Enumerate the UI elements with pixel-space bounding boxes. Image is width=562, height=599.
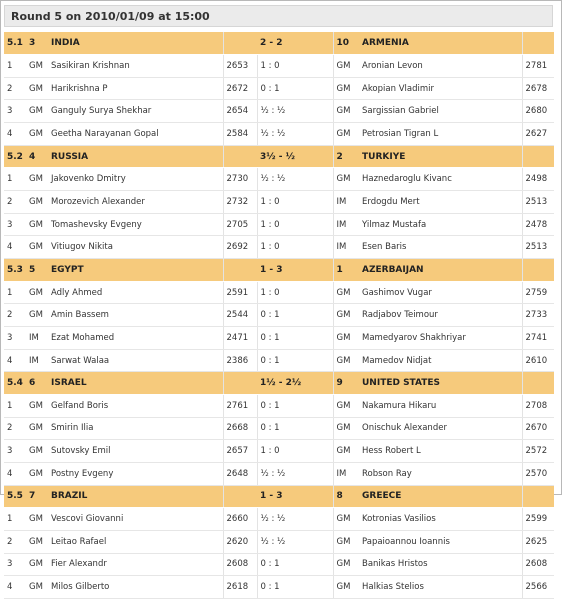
header-spacer bbox=[223, 485, 257, 508]
away-player-name: Papaioannou Ioannis bbox=[359, 530, 522, 553]
away-player-name: Mamedyarov Shakhriyar bbox=[359, 327, 522, 350]
away-player-name: Banikas Hristos bbox=[359, 553, 522, 576]
away-player-rating: 2625 bbox=[522, 530, 554, 553]
game-result: 0 : 1 bbox=[257, 349, 333, 372]
home-player-title: GM bbox=[26, 417, 48, 440]
home-player-rating: 2620 bbox=[223, 530, 257, 553]
home-player-rating: 2657 bbox=[223, 440, 257, 463]
board-row bbox=[4, 576, 554, 599]
home-player-rating: 2668 bbox=[223, 417, 257, 440]
game-result: ½ : ½ bbox=[257, 530, 333, 553]
away-team-name: AZERBAIJAN bbox=[359, 259, 522, 282]
game-result: 1 : 0 bbox=[257, 236, 333, 259]
away-player-title: GM bbox=[333, 417, 359, 440]
home-player-title: GM bbox=[26, 168, 48, 191]
home-player-name: Milos Gilberto bbox=[48, 576, 223, 599]
away-team-number: 8 bbox=[333, 485, 359, 508]
away-team-number: 1 bbox=[333, 259, 359, 282]
board-row bbox=[4, 553, 554, 576]
home-player-name: Smirin Ilia bbox=[48, 417, 223, 440]
away-team-name: ARMENIA bbox=[359, 32, 522, 55]
game-result: 1 : 0 bbox=[257, 55, 333, 78]
board-row bbox=[4, 440, 554, 463]
away-player-name: Aronian Levon bbox=[359, 55, 522, 78]
round-title: Round 5 on 2010/01/09 at 15:00 bbox=[11, 10, 210, 23]
away-player-title: GM bbox=[333, 281, 359, 304]
board-number: 4 bbox=[4, 236, 26, 259]
home-player-title: GM bbox=[26, 213, 48, 236]
header-spacer bbox=[522, 372, 554, 395]
game-result: ½ : ½ bbox=[257, 462, 333, 485]
home-player-name: Adly Ahmed bbox=[48, 281, 223, 304]
home-player-rating: 2648 bbox=[223, 462, 257, 485]
header-spacer bbox=[223, 372, 257, 395]
away-player-name: Akopian Vladimir bbox=[359, 77, 522, 100]
home-team-name: RUSSIA bbox=[48, 145, 223, 168]
home-player-name: Leitao Rafael bbox=[48, 530, 223, 553]
board-number: 1 bbox=[4, 281, 26, 304]
game-result: ½ : ½ bbox=[257, 508, 333, 531]
away-player-name: Robson Ray bbox=[359, 462, 522, 485]
home-player-rating: 2761 bbox=[223, 395, 257, 418]
board-row bbox=[4, 327, 554, 350]
home-player-name: Sasikiran Krishnan bbox=[48, 55, 223, 78]
away-player-name: Haznedaroglu Kivanc bbox=[359, 168, 522, 191]
board-row bbox=[4, 168, 554, 191]
match-header-row bbox=[4, 259, 554, 282]
game-result: 0 : 1 bbox=[257, 327, 333, 350]
board-row bbox=[4, 304, 554, 327]
home-player-title: GM bbox=[26, 123, 48, 146]
home-player-title: IM bbox=[26, 349, 48, 372]
board-row bbox=[4, 55, 554, 78]
away-player-rating: 2759 bbox=[522, 281, 554, 304]
away-team-number: 2 bbox=[333, 145, 359, 168]
game-result: 0 : 1 bbox=[257, 553, 333, 576]
header-spacer bbox=[522, 485, 554, 508]
away-player-rating: 2670 bbox=[522, 417, 554, 440]
away-player-rating: 2498 bbox=[522, 168, 554, 191]
match-score: 1 - 3 bbox=[257, 259, 333, 282]
match-score: 3½ - ½ bbox=[257, 145, 333, 168]
home-player-title: GM bbox=[26, 530, 48, 553]
match-header-row bbox=[4, 32, 554, 55]
away-player-rating: 2741 bbox=[522, 327, 554, 350]
away-player-name: Mamedov Nidjat bbox=[359, 349, 522, 372]
away-player-name: Nakamura Hikaru bbox=[359, 395, 522, 418]
away-player-name: Esen Baris bbox=[359, 236, 522, 259]
home-player-name: Amin Bassem bbox=[48, 304, 223, 327]
board-row bbox=[4, 349, 554, 372]
header-spacer bbox=[522, 145, 554, 168]
away-player-rating: 2680 bbox=[522, 100, 554, 123]
home-player-title: GM bbox=[26, 576, 48, 599]
board-number: 3 bbox=[4, 213, 26, 236]
away-player-rating: 2781 bbox=[522, 55, 554, 78]
header-spacer bbox=[223, 32, 257, 55]
away-player-title: GM bbox=[333, 508, 359, 531]
away-player-name: Yilmaz Mustafa bbox=[359, 213, 522, 236]
home-player-rating: 2654 bbox=[223, 100, 257, 123]
away-player-rating: 2708 bbox=[522, 395, 554, 418]
away-player-title: GM bbox=[333, 395, 359, 418]
game-result: 0 : 1 bbox=[257, 576, 333, 599]
match-number: 5.4 bbox=[4, 372, 26, 395]
home-player-name: Harikrishna P bbox=[48, 77, 223, 100]
away-player-name: Erdogdu Mert bbox=[359, 191, 522, 214]
board-number: 2 bbox=[4, 530, 26, 553]
away-player-title: GM bbox=[333, 77, 359, 100]
board-number: 2 bbox=[4, 77, 26, 100]
home-player-rating: 2591 bbox=[223, 281, 257, 304]
board-number: 4 bbox=[4, 462, 26, 485]
game-result: 0 : 1 bbox=[257, 395, 333, 418]
home-player-rating: 2705 bbox=[223, 213, 257, 236]
away-player-name: Kotronias Vasilios bbox=[359, 508, 522, 531]
home-player-name: Tomashevsky Evgeny bbox=[48, 213, 223, 236]
board-number: 3 bbox=[4, 100, 26, 123]
board-number: 2 bbox=[4, 417, 26, 440]
game-result: ½ : ½ bbox=[257, 100, 333, 123]
away-player-name: Onischuk Alexander bbox=[359, 417, 522, 440]
home-player-rating: 2471 bbox=[223, 327, 257, 350]
home-team-number: 5 bbox=[26, 259, 48, 282]
away-player-title: IM bbox=[333, 462, 359, 485]
board-row bbox=[4, 417, 554, 440]
home-player-name: Ezat Mohamed bbox=[48, 327, 223, 350]
home-player-name: Sarwat Walaa bbox=[48, 349, 223, 372]
home-team-number: 7 bbox=[26, 485, 48, 508]
game-result: 0 : 1 bbox=[257, 304, 333, 327]
home-player-name: Sutovsky Emil bbox=[48, 440, 223, 463]
header-spacer bbox=[522, 259, 554, 282]
away-player-name: Gashimov Vugar bbox=[359, 281, 522, 304]
away-player-name: Sargissian Gabriel bbox=[359, 100, 522, 123]
away-player-rating: 2610 bbox=[522, 349, 554, 372]
away-player-title: GM bbox=[333, 530, 359, 553]
home-player-title: IM bbox=[26, 327, 48, 350]
home-player-rating: 2386 bbox=[223, 349, 257, 372]
home-player-name: Fier Alexandr bbox=[48, 553, 223, 576]
pairings-table bbox=[4, 32, 554, 599]
home-player-rating: 2732 bbox=[223, 191, 257, 214]
away-player-name: Hess Robert L bbox=[359, 440, 522, 463]
away-player-title: GM bbox=[333, 168, 359, 191]
home-player-rating: 2584 bbox=[223, 123, 257, 146]
away-player-rating: 2733 bbox=[522, 304, 554, 327]
match-header-row bbox=[4, 145, 554, 168]
away-player-rating: 2678 bbox=[522, 77, 554, 100]
board-row bbox=[4, 395, 554, 418]
away-player-rating: 2608 bbox=[522, 553, 554, 576]
home-player-name: Jakovenko Dmitry bbox=[48, 168, 223, 191]
home-player-name: Vescovi Giovanni bbox=[48, 508, 223, 531]
home-player-rating: 2730 bbox=[223, 168, 257, 191]
board-row bbox=[4, 462, 554, 485]
board-number: 1 bbox=[4, 395, 26, 418]
board-row bbox=[4, 77, 554, 100]
board-row bbox=[4, 100, 554, 123]
home-player-title: GM bbox=[26, 462, 48, 485]
home-player-rating: 2618 bbox=[223, 576, 257, 599]
home-player-name: Ganguly Surya Shekhar bbox=[48, 100, 223, 123]
away-team-number: 10 bbox=[333, 32, 359, 55]
board-row bbox=[4, 191, 554, 214]
board-number: 2 bbox=[4, 191, 26, 214]
away-player-rating: 2570 bbox=[522, 462, 554, 485]
board-number: 3 bbox=[4, 440, 26, 463]
away-player-name: Petrosian Tigran L bbox=[359, 123, 522, 146]
home-team-number: 3 bbox=[26, 32, 48, 55]
board-row bbox=[4, 508, 554, 531]
match-number: 5.5 bbox=[4, 485, 26, 508]
away-player-title: GM bbox=[333, 100, 359, 123]
home-player-title: GM bbox=[26, 236, 48, 259]
game-result: 0 : 1 bbox=[257, 417, 333, 440]
match-score: 2 - 2 bbox=[257, 32, 333, 55]
header-spacer bbox=[223, 259, 257, 282]
away-player-title: GM bbox=[333, 576, 359, 599]
home-player-title: GM bbox=[26, 55, 48, 78]
board-number: 4 bbox=[4, 576, 26, 599]
header-spacer bbox=[223, 145, 257, 168]
home-player-title: GM bbox=[26, 395, 48, 418]
away-player-title: IM bbox=[333, 213, 359, 236]
game-result: 1 : 0 bbox=[257, 440, 333, 463]
home-player-name: Postny Evgeny bbox=[48, 462, 223, 485]
match-header-row bbox=[4, 485, 554, 508]
home-player-title: GM bbox=[26, 100, 48, 123]
game-result: 1 : 0 bbox=[257, 191, 333, 214]
away-player-title: GM bbox=[333, 553, 359, 576]
away-player-title: GM bbox=[333, 327, 359, 350]
away-team-name: GREECE bbox=[359, 485, 522, 508]
home-team-name: ISRAEL bbox=[48, 372, 223, 395]
home-player-name: Geetha Narayanan Gopal bbox=[48, 123, 223, 146]
home-team-name: INDIA bbox=[48, 32, 223, 55]
match-number: 5.1 bbox=[4, 32, 26, 55]
away-player-title: GM bbox=[333, 349, 359, 372]
match-score: 1½ - 2½ bbox=[257, 372, 333, 395]
board-row bbox=[4, 236, 554, 259]
board-number: 1 bbox=[4, 168, 26, 191]
away-player-rating: 2599 bbox=[522, 508, 554, 531]
home-player-title: GM bbox=[26, 191, 48, 214]
board-number: 4 bbox=[4, 349, 26, 372]
away-player-rating: 2478 bbox=[522, 213, 554, 236]
home-team-name: BRAZIL bbox=[48, 485, 223, 508]
home-team-number: 4 bbox=[26, 145, 48, 168]
home-player-rating: 2660 bbox=[223, 508, 257, 531]
away-player-rating: 2572 bbox=[522, 440, 554, 463]
board-number: 3 bbox=[4, 553, 26, 576]
home-player-rating: 2608 bbox=[223, 553, 257, 576]
away-player-title: GM bbox=[333, 440, 359, 463]
board-number: 2 bbox=[4, 304, 26, 327]
game-result: 1 : 0 bbox=[257, 281, 333, 304]
away-player-title: GM bbox=[333, 304, 359, 327]
board-number: 1 bbox=[4, 55, 26, 78]
away-player-name: Halkias Stelios bbox=[359, 576, 522, 599]
away-player-title: GM bbox=[333, 123, 359, 146]
away-player-title: IM bbox=[333, 191, 359, 214]
board-number: 4 bbox=[4, 123, 26, 146]
home-player-title: GM bbox=[26, 77, 48, 100]
home-team-name: EGYPT bbox=[48, 259, 223, 282]
match-number: 5.2 bbox=[4, 145, 26, 168]
home-player-title: GM bbox=[26, 508, 48, 531]
away-player-title: IM bbox=[333, 236, 359, 259]
game-result: ½ : ½ bbox=[257, 168, 333, 191]
board-number: 1 bbox=[4, 508, 26, 531]
away-player-title: GM bbox=[333, 55, 359, 78]
match-header-row bbox=[4, 372, 554, 395]
board-row bbox=[4, 123, 554, 146]
away-player-name: Radjabov Teimour bbox=[359, 304, 522, 327]
home-player-rating: 2692 bbox=[223, 236, 257, 259]
round-title-bar bbox=[4, 5, 553, 27]
away-player-rating: 2513 bbox=[522, 236, 554, 259]
home-player-name: Vitiugov Nikita bbox=[48, 236, 223, 259]
game-result: 1 : 0 bbox=[257, 213, 333, 236]
away-player-rating: 2627 bbox=[522, 123, 554, 146]
away-team-number: 9 bbox=[333, 372, 359, 395]
board-row bbox=[4, 281, 554, 304]
home-player-title: GM bbox=[26, 281, 48, 304]
board-row bbox=[4, 530, 554, 553]
game-result: 0 : 1 bbox=[257, 77, 333, 100]
away-team-name: UNITED STATES bbox=[359, 372, 522, 395]
home-player-title: GM bbox=[26, 304, 48, 327]
header-spacer bbox=[522, 32, 554, 55]
home-team-number: 6 bbox=[26, 372, 48, 395]
board-row bbox=[4, 213, 554, 236]
home-player-rating: 2653 bbox=[223, 55, 257, 78]
home-player-rating: 2544 bbox=[223, 304, 257, 327]
home-player-title: GM bbox=[26, 553, 48, 576]
match-number: 5.3 bbox=[4, 259, 26, 282]
home-player-name: Morozevich Alexander bbox=[48, 191, 223, 214]
away-team-name: TURKIYE bbox=[359, 145, 522, 168]
home-player-rating: 2672 bbox=[223, 77, 257, 100]
board-number: 3 bbox=[4, 327, 26, 350]
game-result: ½ : ½ bbox=[257, 123, 333, 146]
home-player-name: Gelfand Boris bbox=[48, 395, 223, 418]
home-player-title: GM bbox=[26, 440, 48, 463]
match-score: 1 - 3 bbox=[257, 485, 333, 508]
away-player-rating: 2566 bbox=[522, 576, 554, 599]
away-player-rating: 2513 bbox=[522, 191, 554, 214]
